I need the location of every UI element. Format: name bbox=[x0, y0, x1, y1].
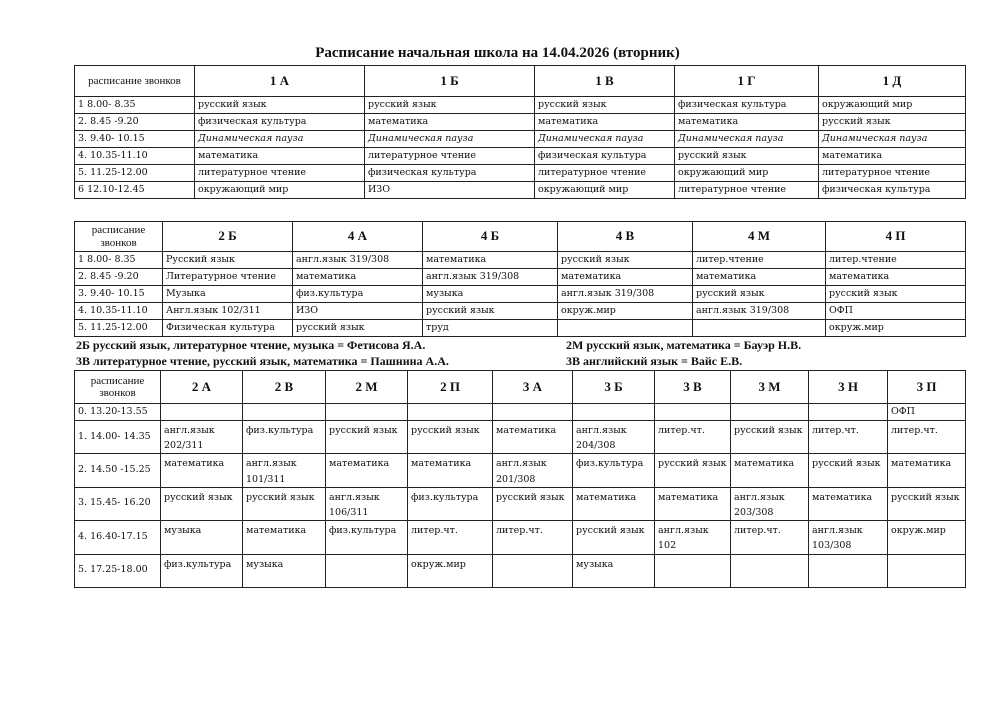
lesson-cell: окруж.мир bbox=[408, 554, 493, 587]
table-row bbox=[75, 131, 966, 148]
lesson-cell: физическая культура bbox=[365, 165, 535, 182]
lesson-cell: англ.язык 201/308 bbox=[493, 454, 573, 487]
bell-time: 1. 14.00- 14.35 bbox=[75, 421, 161, 454]
lesson-cell: окруж.мир bbox=[558, 303, 693, 320]
lesson-cell: Динамическая пауза bbox=[675, 131, 819, 148]
table-row bbox=[75, 521, 966, 554]
lesson-cell: математика bbox=[243, 521, 326, 554]
lesson-cell: математика bbox=[493, 421, 573, 454]
lesson-cell: физ.культура bbox=[293, 286, 423, 303]
lesson-cell: русский язык bbox=[195, 97, 365, 114]
lesson-cell bbox=[326, 554, 408, 587]
lesson-cell: окружающий мир bbox=[675, 165, 819, 182]
table-row bbox=[75, 182, 966, 199]
class-header: 2 В bbox=[243, 371, 326, 404]
lesson-cell: физическая культура bbox=[675, 97, 819, 114]
table-row bbox=[75, 148, 966, 165]
lesson-cell: Литературное чтение bbox=[163, 269, 293, 286]
table-row bbox=[75, 97, 966, 114]
bell-time: 0. 13.20-13.55 bbox=[75, 404, 161, 421]
lesson-cell: литературное чтение bbox=[195, 165, 365, 182]
lesson-cell: физическая культура bbox=[535, 148, 675, 165]
lesson-cell bbox=[493, 554, 573, 587]
lesson-cell: русский язык bbox=[888, 487, 966, 520]
lesson-cell: англ.язык 319/308 bbox=[293, 252, 423, 269]
lesson-cell: литер.чт. bbox=[493, 521, 573, 554]
lesson-cell: англ.язык 319/308 bbox=[693, 303, 826, 320]
lesson-cell: англ.язык 204/308 bbox=[573, 421, 655, 454]
lesson-cell: математика bbox=[365, 114, 535, 131]
class-header: 4 П bbox=[826, 222, 966, 252]
lesson-cell: математика bbox=[423, 252, 558, 269]
lesson-cell: окружающий мир bbox=[535, 182, 675, 199]
lesson-cell bbox=[655, 404, 731, 421]
schedule-table-afternoon bbox=[74, 370, 966, 588]
lesson-cell: математика bbox=[195, 148, 365, 165]
lesson-cell: музыка bbox=[423, 286, 558, 303]
class-header: 2 М bbox=[326, 371, 408, 404]
class-header: 4 А bbox=[293, 222, 423, 252]
class-header: 4 Б bbox=[423, 222, 558, 252]
lesson-cell: физ.культура bbox=[243, 421, 326, 454]
schedule-table-grade1 bbox=[74, 65, 966, 199]
lesson-cell: ИЗО bbox=[293, 303, 423, 320]
lesson-cell: англ.язык 103/308 bbox=[809, 521, 888, 554]
lesson-cell bbox=[558, 320, 693, 337]
class-header: 3 Н bbox=[809, 371, 888, 404]
bell-time: 1 8.00- 8.35 bbox=[75, 252, 163, 269]
bell-time: 1 8.00- 8.35 bbox=[75, 97, 195, 114]
lesson-cell: англ.язык 203/308 bbox=[731, 487, 809, 520]
lesson-cell: математика bbox=[809, 487, 888, 520]
lesson-cell: англ.язык 101/311 bbox=[243, 454, 326, 487]
lesson-cell: русский язык bbox=[731, 421, 809, 454]
lesson-cell: окруж.мир bbox=[826, 320, 966, 337]
lesson-cell: литер.чт. bbox=[809, 421, 888, 454]
lesson-cell: русский язык bbox=[493, 487, 573, 520]
header-row bbox=[75, 222, 966, 252]
bells-header: расписание звонков bbox=[75, 371, 161, 404]
lesson-cell: физ.культура bbox=[161, 554, 243, 587]
lesson-cell: труд bbox=[423, 320, 558, 337]
lesson-cell bbox=[888, 554, 966, 587]
class-header: 4 М bbox=[693, 222, 826, 252]
table-row bbox=[75, 487, 966, 520]
lesson-cell: русский язык bbox=[423, 303, 558, 320]
lesson-cell: литер.чт. bbox=[888, 421, 966, 454]
lesson-cell: англ.язык 106/311 bbox=[326, 487, 408, 520]
class-header: 3 В bbox=[655, 371, 731, 404]
lesson-cell: математика bbox=[675, 114, 819, 131]
lesson-cell: русский язык bbox=[826, 286, 966, 303]
lesson-cell: математика bbox=[558, 269, 693, 286]
bells-header: расписание звонков bbox=[75, 66, 195, 97]
lesson-cell: литературное чтение bbox=[535, 165, 675, 182]
lesson-cell: Музыка bbox=[163, 286, 293, 303]
lesson-cell: англ.язык 202/311 bbox=[161, 421, 243, 454]
table-row bbox=[75, 165, 966, 182]
lesson-cell: ИЗО bbox=[365, 182, 535, 199]
lesson-cell: Динамическая пауза bbox=[195, 131, 365, 148]
schedule-table-grade2-4 bbox=[74, 221, 966, 337]
lesson-cell: русский язык bbox=[693, 286, 826, 303]
class-header: 2 П bbox=[408, 371, 493, 404]
lesson-cell bbox=[326, 404, 408, 421]
lesson-cell: математика bbox=[326, 454, 408, 487]
lesson-cell: русский язык bbox=[326, 421, 408, 454]
lesson-cell: окруж.мир bbox=[888, 521, 966, 554]
table-row bbox=[75, 252, 966, 269]
bell-time: 4. 10.35-11.10 bbox=[75, 303, 163, 320]
lesson-cell bbox=[493, 404, 573, 421]
lesson-cell: литературное чтение bbox=[365, 148, 535, 165]
lesson-cell: Динамическая пауза bbox=[819, 131, 966, 148]
lesson-cell: математика bbox=[161, 454, 243, 487]
bell-time: 3. 15.45- 16.20 bbox=[75, 487, 161, 520]
lesson-cell: русский язык bbox=[408, 421, 493, 454]
lesson-cell: литер.чт. bbox=[655, 421, 731, 454]
lesson-cell: русский язык bbox=[558, 252, 693, 269]
bell-time: 5. 17.25-18.00 bbox=[75, 554, 161, 587]
lesson-cell: русский язык bbox=[655, 454, 731, 487]
lesson-cell bbox=[731, 404, 809, 421]
lesson-cell: Физическая культура bbox=[163, 320, 293, 337]
lesson-cell: русский язык bbox=[573, 521, 655, 554]
lesson-cell bbox=[731, 554, 809, 587]
bells-header: расписание звонков bbox=[75, 222, 163, 252]
lesson-cell: Англ.язык 102/311 bbox=[163, 303, 293, 320]
lesson-cell: физическая культура bbox=[195, 114, 365, 131]
lesson-cell: окружающий мир bbox=[819, 97, 966, 114]
lesson-cell bbox=[243, 404, 326, 421]
lesson-cell: физ.культура bbox=[573, 454, 655, 487]
lesson-cell bbox=[809, 404, 888, 421]
bell-time: 6 12.10-12.45 bbox=[75, 182, 195, 199]
lesson-cell: русский язык bbox=[535, 97, 675, 114]
class-header: 2 Б bbox=[163, 222, 293, 252]
page-title: Расписание начальная школа на 14.04.2026 (вторник) bbox=[315, 45, 680, 61]
table-row bbox=[75, 320, 966, 337]
table-row bbox=[75, 303, 966, 320]
lesson-cell: литературное чтение bbox=[675, 182, 819, 199]
lesson-cell: физ.культура bbox=[408, 487, 493, 520]
lesson-cell: Динамическая пауза bbox=[365, 131, 535, 148]
bell-time: 4. 16.40-17.15 bbox=[75, 521, 161, 554]
class-header: 1 В bbox=[535, 66, 675, 97]
bell-time: 2. 8.45 -9.20 bbox=[75, 269, 163, 286]
lesson-cell: музыка bbox=[161, 521, 243, 554]
lesson-cell: русский язык bbox=[809, 454, 888, 487]
lesson-cell: музыка bbox=[573, 554, 655, 587]
lesson-cell bbox=[573, 404, 655, 421]
class-header: 1 А bbox=[195, 66, 365, 97]
lesson-cell: русский язык bbox=[243, 487, 326, 520]
class-header: 1 Б bbox=[365, 66, 535, 97]
lesson-cell: музыка bbox=[243, 554, 326, 587]
class-header: 3 А bbox=[493, 371, 573, 404]
bell-time: 2. 14.50 -15.25 bbox=[75, 454, 161, 487]
class-header: 4 В bbox=[558, 222, 693, 252]
teacher-note: 2М русский язык, математика = Бауэр Н.В. bbox=[566, 338, 802, 352]
lesson-cell: математика bbox=[819, 148, 966, 165]
teacher-note: 3В литературное чтение, русский язык, математика = Пашнина А.А. bbox=[76, 354, 449, 368]
bell-time: 5. 11.25-12.00 bbox=[75, 165, 195, 182]
lesson-cell: Динамическая пауза bbox=[535, 131, 675, 148]
lesson-cell: русский язык bbox=[161, 487, 243, 520]
lesson-cell: математика bbox=[655, 487, 731, 520]
class-header: 1 Г bbox=[675, 66, 819, 97]
lesson-cell: русский язык bbox=[365, 97, 535, 114]
lesson-cell: англ.язык 319/308 bbox=[558, 286, 693, 303]
lesson-cell: математика bbox=[535, 114, 675, 131]
lesson-cell: математика bbox=[408, 454, 493, 487]
lesson-cell: математика bbox=[888, 454, 966, 487]
lesson-cell bbox=[809, 554, 888, 587]
lesson-cell: математика bbox=[573, 487, 655, 520]
lesson-cell bbox=[408, 404, 493, 421]
bell-time: 3. 9.40- 10.15 bbox=[75, 286, 163, 303]
lesson-cell bbox=[655, 554, 731, 587]
teacher-note: 2Б русский язык, литературное чтение, музыка = Фетисова Я.А. bbox=[76, 338, 426, 352]
lesson-cell: литер.чтение bbox=[826, 252, 966, 269]
lesson-cell: русский язык bbox=[675, 148, 819, 165]
table-row bbox=[75, 269, 966, 286]
lesson-cell: литер.чт. bbox=[731, 521, 809, 554]
header-row bbox=[75, 66, 966, 97]
table-row bbox=[75, 421, 966, 454]
lesson-cell: англ.язык 102 bbox=[655, 521, 731, 554]
lesson-cell: окружающий мир bbox=[195, 182, 365, 199]
table-row bbox=[75, 454, 966, 487]
lesson-cell: физ.культура bbox=[326, 521, 408, 554]
lesson-cell: литературное чтение bbox=[819, 165, 966, 182]
lesson-cell bbox=[693, 320, 826, 337]
class-header: 3 М bbox=[731, 371, 809, 404]
bell-time: 4. 10.35-11.10 bbox=[75, 148, 195, 165]
class-header: 2 А bbox=[161, 371, 243, 404]
lesson-cell: физическая культура bbox=[819, 182, 966, 199]
class-header: 1 Д bbox=[819, 66, 966, 97]
lesson-cell: англ.язык 319/308 bbox=[423, 269, 558, 286]
lesson-cell: ОФП bbox=[826, 303, 966, 320]
table-row bbox=[75, 404, 966, 421]
bell-time: 3. 9.40- 10.15 bbox=[75, 131, 195, 148]
table-row bbox=[75, 114, 966, 131]
lesson-cell: литер.чтение bbox=[693, 252, 826, 269]
bell-time: 2. 8.45 -9.20 bbox=[75, 114, 195, 131]
lesson-cell: литер.чт. bbox=[408, 521, 493, 554]
lesson-cell: русский язык bbox=[293, 320, 423, 337]
lesson-cell: математика bbox=[293, 269, 423, 286]
lesson-cell: математика bbox=[826, 269, 966, 286]
lesson-cell bbox=[161, 404, 243, 421]
lesson-cell: Русский язык bbox=[163, 252, 293, 269]
class-header: 3 П bbox=[888, 371, 966, 404]
class-header: 3 Б bbox=[573, 371, 655, 404]
table-row bbox=[75, 286, 966, 303]
lesson-cell: ОФП bbox=[888, 404, 966, 421]
bell-time: 5. 11.25-12.00 bbox=[75, 320, 163, 337]
lesson-cell: математика bbox=[693, 269, 826, 286]
lesson-cell: математика bbox=[731, 454, 809, 487]
table-row bbox=[75, 554, 966, 587]
lesson-cell: русский язык bbox=[819, 114, 966, 131]
teacher-note: 3В английский язык = Вайс Е.В. bbox=[566, 354, 743, 368]
header-row bbox=[75, 371, 966, 404]
